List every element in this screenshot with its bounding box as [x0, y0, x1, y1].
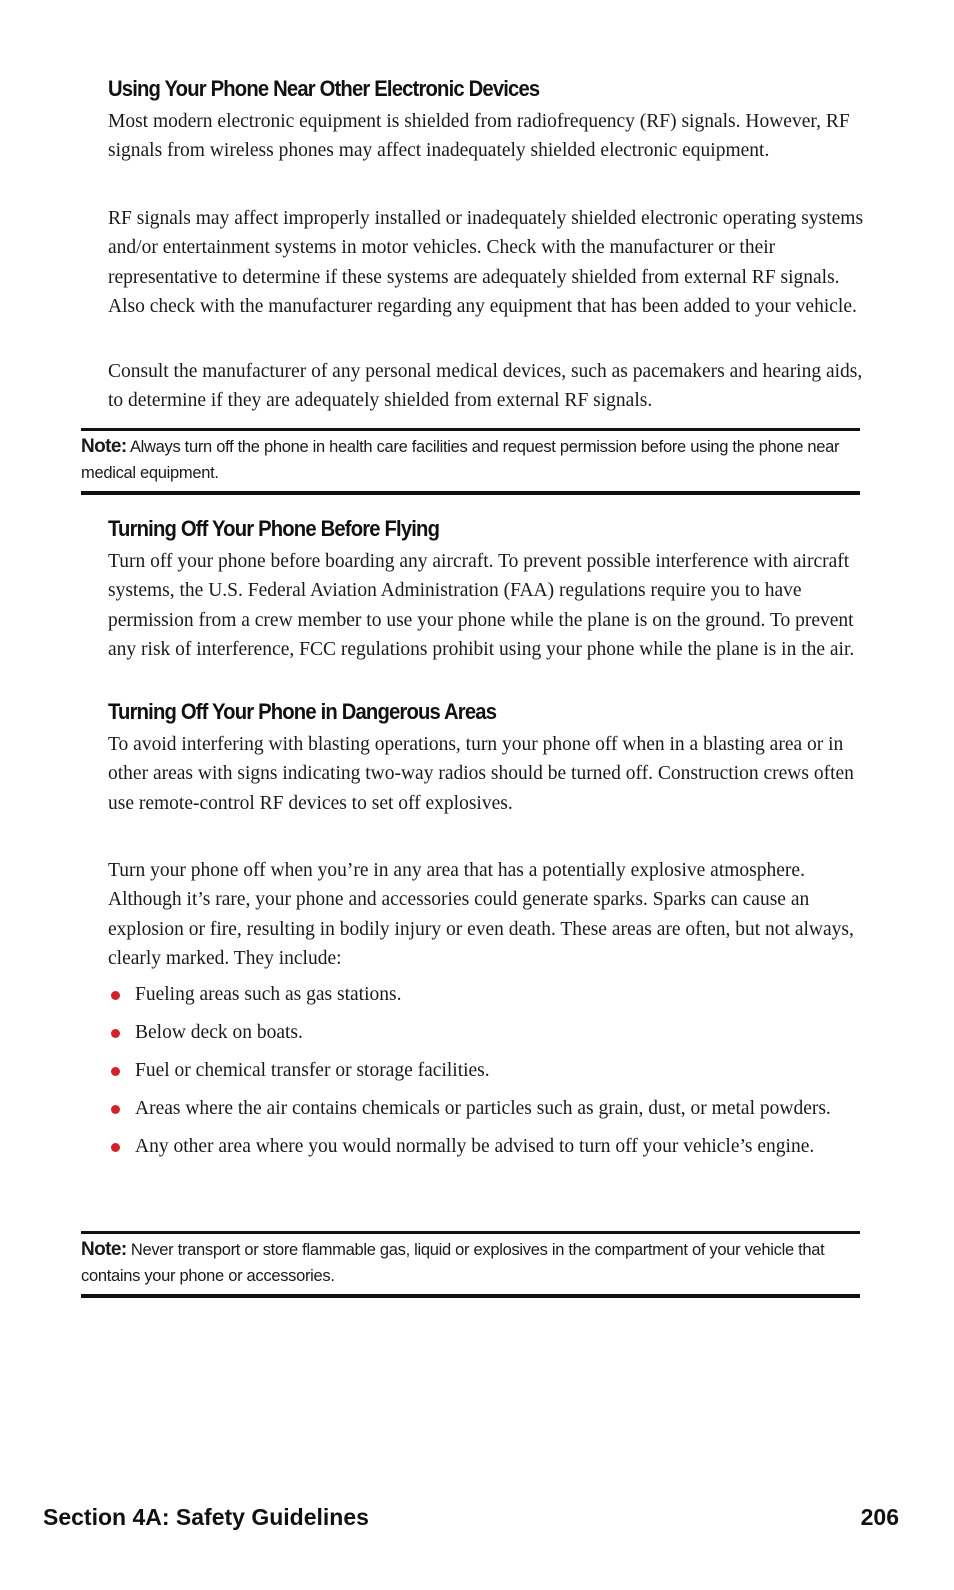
section-heading-flying: Turning Off Your Phone Before Flying [108, 516, 440, 541]
note-label: Note: [81, 1239, 127, 1260]
page-number: 206 [860, 1504, 899, 1530]
note-top-rule [81, 1231, 860, 1234]
list-item-text: Fueling areas such as gas stations. [135, 984, 402, 1005]
paragraph-electronic-3: Consult the manufacturer of any personal medical devices, such as pacemakers and hearing aids, to determine if they are adequately shielded from external RF signals. [108, 361, 863, 412]
paragraph-flying: Turn off your phone before boarding any aircraft. To prevent possible interference with aircraft systems, the U.S. Federal Aviation Administration (FAA) regulations require you to have permission from a crew member to use your phone while the plane is on the ground. To prevent any risk of interference, FCC regulations prohibit using your phone while the plane is in the air. [108, 551, 855, 660]
list-item [108, 1132, 864, 1161]
list-item-text: Below deck on boats. [135, 1022, 303, 1043]
note-medical [81, 434, 860, 486]
footer-section-title: Section 4A: Safety Guidelines [43, 1504, 369, 1530]
bullet-dot-icon [111, 1067, 120, 1076]
section-heading-electronic-devices: Using Your Phone Near Other Electronic Devices [108, 76, 540, 101]
list-item [108, 980, 864, 1009]
bullet-dot-icon [111, 1143, 120, 1152]
paragraph-dangerous-2: Turn your phone off when you’re in any area that has a potentially explosive atmosphere. Although it’s rare, your phone and accessories could generate sparks. Sparks can cause an explosion or fire, resulting in bodily injury or even death. These areas are often, but not always, clearly marked. They include: [108, 860, 854, 969]
hazard-list [108, 980, 864, 1170]
note-label: Note: [81, 436, 127, 457]
note-bottom-rule [81, 1294, 860, 1298]
bullet-dot-icon [111, 991, 120, 1000]
list-item-text: Any other area where you would normally be advised to turn off your vehicle’s engine. [135, 1136, 815, 1157]
bullet-dot-icon [111, 1029, 120, 1038]
list-item-text: Areas where the air contains chemicals or particles such as grain, dust, or metal powders. [135, 1098, 831, 1119]
section-heading-dangerous-areas: Turning Off Your Phone in Dangerous Areas [108, 699, 497, 724]
bullet-dot-icon [111, 1105, 120, 1114]
paragraph-electronic-1: Most modern electronic equipment is shielded from radiofrequency (RF) signals. However, RF signals from wireless phones may affect inadequately shielded electronic equipment. [108, 111, 850, 162]
note-bottom-rule [81, 491, 860, 495]
paragraph-electronic-2: RF signals may affect improperly installed or inadequately shielded electronic operating systems and/or entertainment systems in motor vehicles. Check with the manufacturer or their representative to determine if these systems are adequately shielded from external RF signals. Also check with the manufacturer regarding any equipment that has been added to your vehicle. [108, 208, 864, 317]
list-item [108, 1018, 864, 1047]
note-flammables [81, 1237, 860, 1289]
note-top-rule [81, 428, 860, 431]
note-text: Always turn off the phone in health care facilities and request permission before using the phone near medical equipment. [81, 438, 840, 482]
list-item-text: Fuel or chemical transfer or storage facilities. [135, 1060, 490, 1081]
list-item [108, 1056, 864, 1085]
paragraph-dangerous-1: To avoid interfering with blasting operations, turn your phone off when in a blasting area or in other areas with signs indicating two-way radios should be turned off. Construction crews often use remote-control RF devices to set off explosives. [108, 734, 854, 814]
list-item [108, 1094, 864, 1123]
note-text: Never transport or store flammable gas, liquid or explosives in the compartment of your vehicle that contains your phone or accessories. [81, 1241, 825, 1285]
